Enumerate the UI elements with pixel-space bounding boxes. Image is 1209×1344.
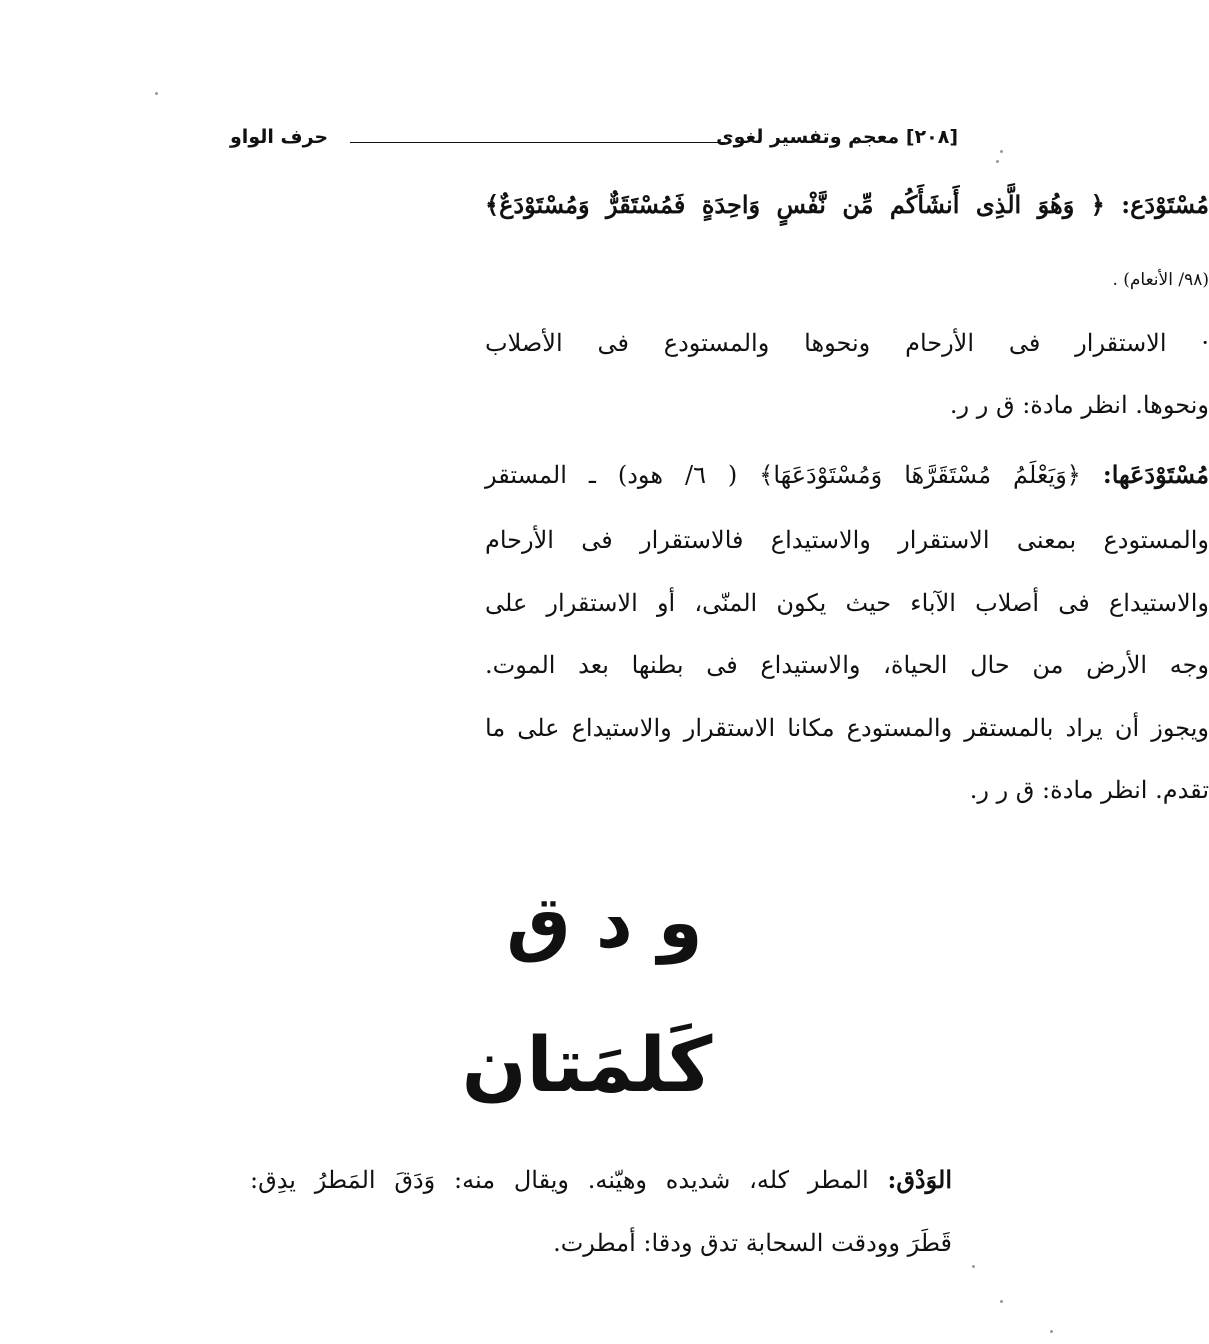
entry-line (485, 450, 1209, 500)
verse-reference (485, 252, 1209, 302)
page-header (230, 120, 958, 160)
entry-text: والمستودع بمعنى الاستقرار والاستيداع فالاستقرار فى الأرحام (485, 526, 1209, 554)
entry-headword: مُسْتَوْدَعَها: (1102, 460, 1209, 489)
root-word-count: كَلمَتان (461, 1020, 713, 1109)
scan-speck (1000, 150, 1003, 153)
definition-line (250, 1155, 952, 1205)
scan-speck (996, 160, 999, 163)
entry-text: ويجوز أن يراد بالمستقر والمستودع مكانا الاستقرار والاستيداع على ما (485, 714, 1209, 742)
entry-line (485, 515, 1209, 565)
scan-speck (972, 1265, 975, 1268)
entry-line (485, 640, 1209, 690)
entry-text: والاستيداع فى أصلاب الآباء حيث يكون المنّى، أو الاستقرار على (485, 589, 1209, 617)
section-title: حرف الواو (230, 126, 329, 148)
entry-text: تقدم. انظر مادة: ق ر ر. (969, 776, 1209, 804)
header-rule (350, 142, 725, 143)
scan-speck (1000, 1300, 1003, 1303)
scan-speck (1050, 1330, 1053, 1333)
entry-text: ﴿وَيَعْلَمُ مُسْتَقَرَّهَا وَمُسْتَوْدَعَهَا﴾ ( ٦/ هود) ـ المستقر (485, 461, 1103, 489)
entry-text: · الاستقرار فى الأرحام ونحوها والمستودع فى الأصلاب (485, 329, 1209, 357)
definition-headword: الوَدْق: (887, 1165, 952, 1194)
reference-text: (٩٨/ الأنعام) . (1112, 270, 1209, 290)
entry-text: ونحوها. انظر مادة: ق ر ر. (949, 391, 1209, 419)
entry-line (485, 380, 1209, 430)
book-title: معجم وتفسير لغوى (716, 126, 900, 148)
entry-line (485, 765, 1209, 815)
entry-line (485, 703, 1209, 753)
entry-line (485, 578, 1209, 628)
header-title-group (716, 126, 958, 148)
entry-line (485, 180, 1209, 230)
page-number: [٢٠٨] (905, 126, 958, 148)
definition-text: قَطَرَ وودقت السحابة تدق ودقا: أمطرت. (553, 1229, 952, 1257)
entry-headword: مُسْتَوْدَع: (1121, 190, 1209, 219)
scan-speck (155, 92, 158, 95)
definition-line (250, 1218, 952, 1268)
quran-verse: ﴿ وَهُوَ الَّذِى أَنشَأَكُم مِّن نَّفْسٍ وَاحِدَةٍ فَمُسْتَقَرٌّ وَمُسْتَوْدَعٌ﴾ (485, 190, 1122, 219)
entry-line (485, 318, 1209, 368)
entry-text: وجه الأرض من حال الحياة، والاستيداع فى بطنها بعد الموت. (485, 651, 1209, 679)
definition-text: المطر كله، شديده وهيّنه. ويقال منه: وَدَقَ المَطرُ يدِق: (250, 1166, 888, 1194)
root-heading: و د ق (506, 880, 703, 964)
